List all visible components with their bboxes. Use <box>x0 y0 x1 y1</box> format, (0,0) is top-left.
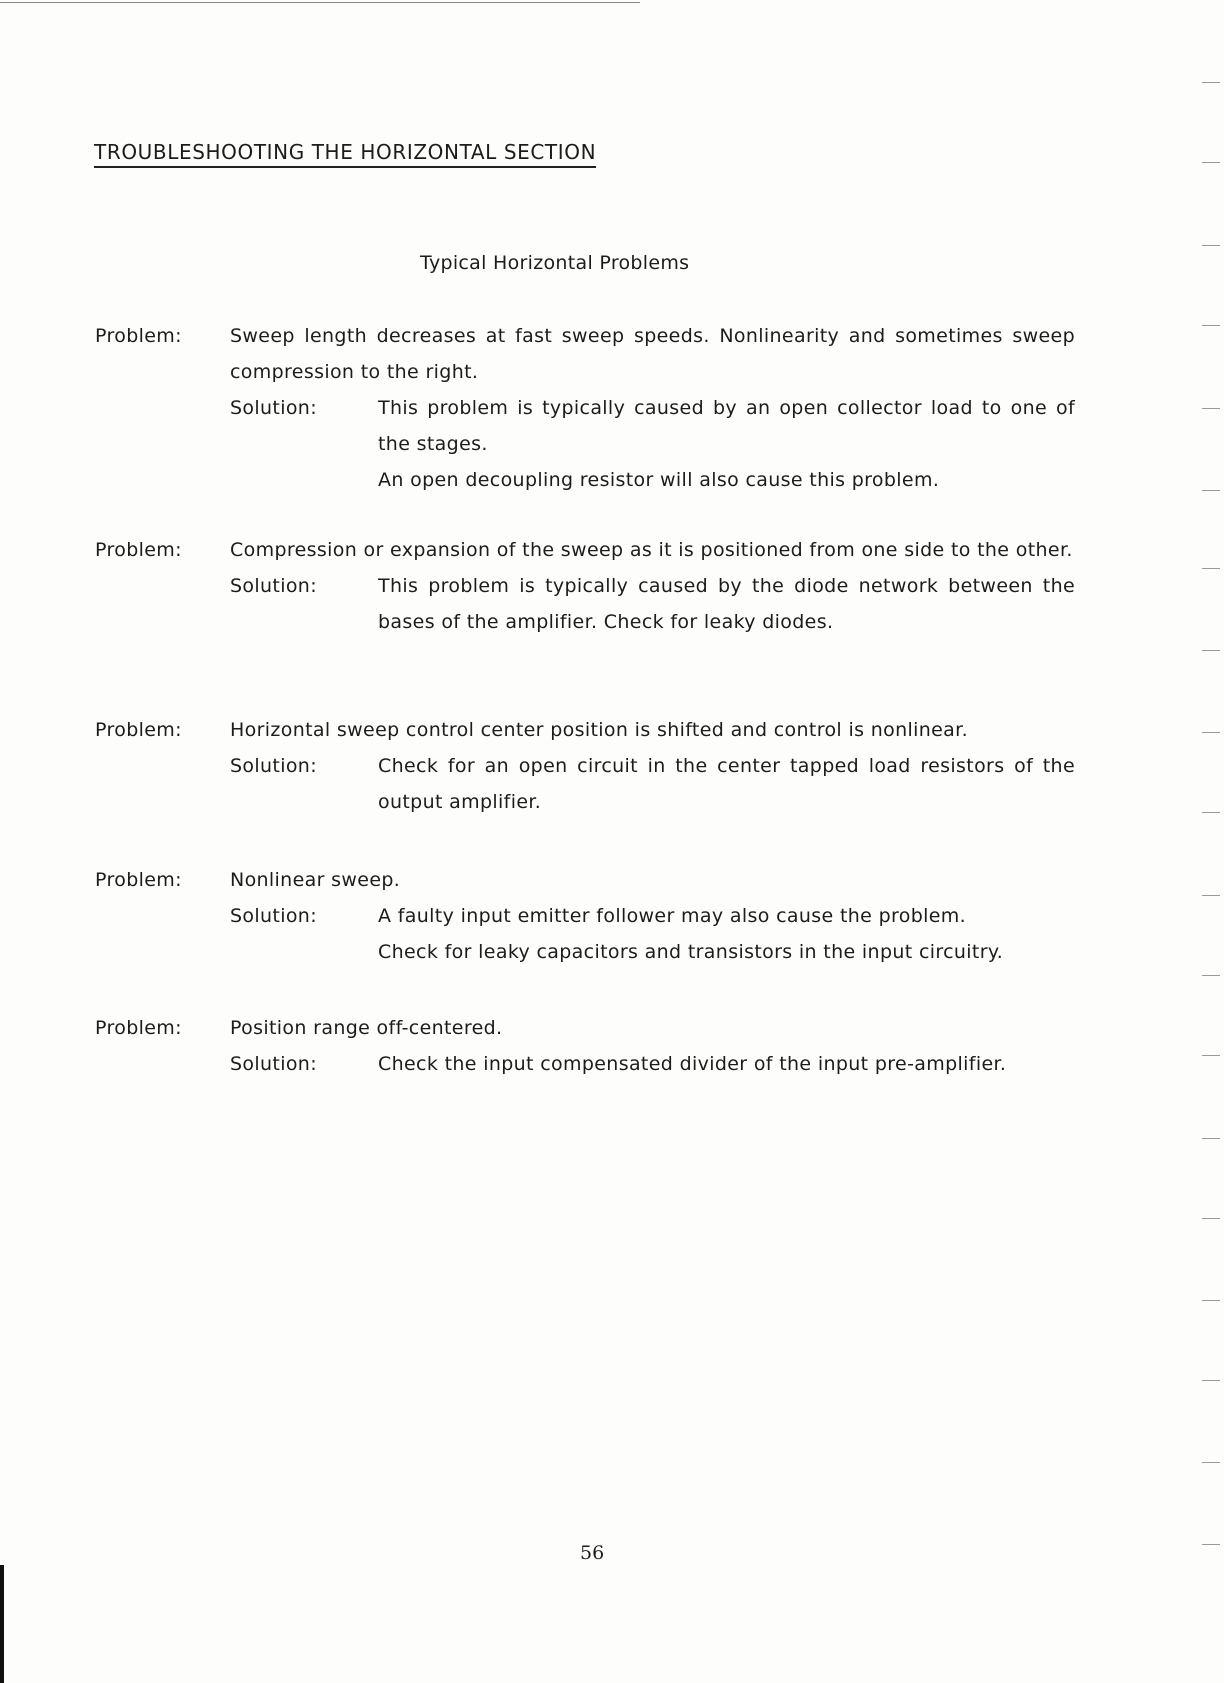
section-title: TROUBLESHOOTING THE HORIZONTAL SECTION <box>94 140 596 168</box>
scan-top-rule <box>0 2 640 3</box>
solution-text: This problem is typically caused by the diode network between the bases of the amplifier. Check for leaky diodes. <box>378 575 1075 633</box>
problem-label: Problem: <box>95 869 182 891</box>
solution-label: Solution: <box>230 905 317 927</box>
problem-text: Nonlinear sweep. <box>230 869 401 891</box>
problem-text: Compression or expansion of the sweep as it is positioned from one side to the other. <box>230 539 1073 561</box>
solution-label: Solution: <box>230 1053 317 1075</box>
problem-text: Sweep length decreases at fast sweep speeds. Nonlinearity and sometimes sweep compression to the right. <box>230 325 1075 383</box>
problem-text: Position range off-centered. <box>230 1017 503 1039</box>
solution-text: Check for leaky capacitors and transistors in the input circuitry. <box>378 941 1004 963</box>
page-number: 56 <box>580 1542 605 1564</box>
solution-label: Solution: <box>230 755 317 777</box>
solution-text: This problem is typically caused by an open collector load to one of the stages. <box>378 397 1075 455</box>
problem-block-4 <box>95 862 1075 970</box>
solution-text: An open decoupling resistor will also cause this problem. <box>378 469 940 491</box>
solution-text: Check for an open circuit in the center tapped load resistors of the output amplifier. <box>378 755 1075 813</box>
problem-text: Horizontal sweep control center position is shifted and control is nonlinear. <box>230 719 968 741</box>
problem-block-5 <box>95 1010 1075 1082</box>
page-subtitle: Typical Horizontal Problems <box>420 252 690 274</box>
solution-text: Check the input compensated divider of the input pre-amplifier. <box>378 1053 1007 1075</box>
problem-label: Problem: <box>95 719 182 741</box>
problem-block-2 <box>95 532 1075 640</box>
problem-block-1 <box>95 318 1075 498</box>
problem-label: Problem: <box>95 1017 182 1039</box>
solution-label: Solution: <box>230 397 317 419</box>
scan-left-edge <box>0 1565 4 1683</box>
solution-label: Solution: <box>230 575 317 597</box>
problem-label: Problem: <box>95 325 182 347</box>
solution-text: A faulty input emitter follower may also cause the problem. <box>378 905 967 927</box>
scan-margin-marks <box>1184 0 1224 1683</box>
problem-label: Problem: <box>95 539 182 561</box>
problem-block-3 <box>95 712 1075 820</box>
